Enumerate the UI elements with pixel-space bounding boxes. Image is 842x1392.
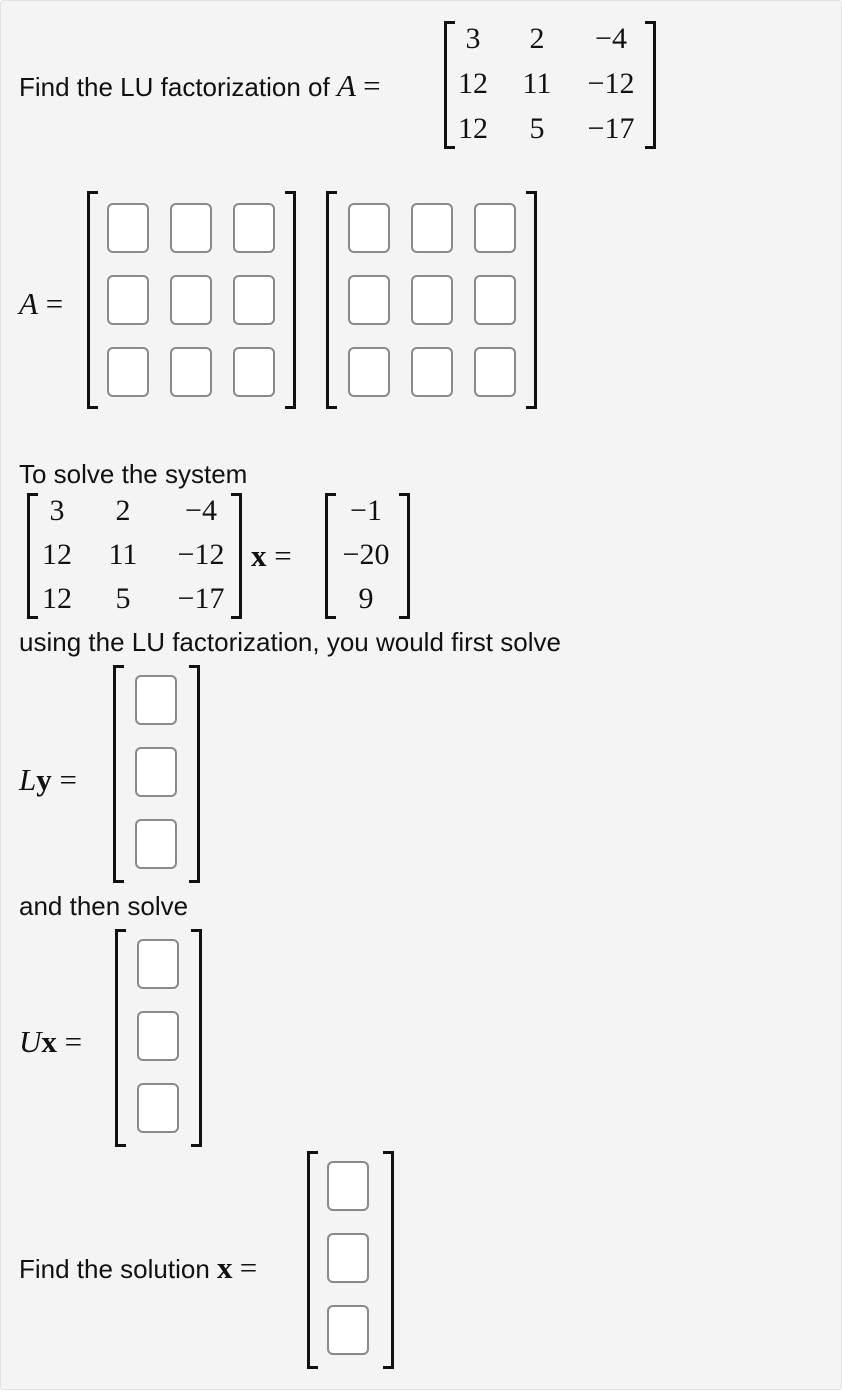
u-entry-1-3[interactable] bbox=[474, 203, 516, 253]
u-entry-2-2[interactable] bbox=[411, 275, 453, 325]
matrix-cell: 12 bbox=[42, 582, 72, 615]
bracket-left bbox=[113, 665, 124, 883]
ux-vector bbox=[115, 929, 205, 1149]
y-entry-1[interactable] bbox=[135, 675, 177, 725]
x-entry-3[interactable] bbox=[327, 1305, 369, 1355]
bracket-left bbox=[115, 929, 126, 1147]
ly-equals: = bbox=[59, 762, 77, 797]
y-entry-2[interactable] bbox=[135, 747, 177, 797]
system-equals: = bbox=[274, 538, 292, 573]
solution-text: Find the solution bbox=[19, 1254, 210, 1284]
x-entry-1[interactable] bbox=[327, 1161, 369, 1211]
u-entry-1-1[interactable] bbox=[348, 203, 390, 253]
u-entry-3-2[interactable] bbox=[411, 347, 453, 397]
vector-cell: −20 bbox=[342, 538, 390, 571]
u-matrix bbox=[326, 191, 540, 411]
system-x-equals bbox=[251, 539, 292, 573]
bracket-left bbox=[87, 191, 98, 409]
l-entry-1-3[interactable] bbox=[233, 203, 275, 253]
bracket-right bbox=[383, 1151, 394, 1369]
factor-var-a: A bbox=[19, 286, 38, 321]
matrix-cell: 3 bbox=[49, 494, 65, 527]
u-entry-3-3[interactable] bbox=[474, 347, 516, 397]
y-entry-3[interactable] bbox=[135, 819, 177, 869]
system-heading: To solve the system bbox=[19, 459, 248, 489]
intro-equals: = bbox=[363, 68, 381, 103]
intro-var-a: A bbox=[336, 68, 356, 103]
matrix-cell: 12 bbox=[458, 112, 488, 145]
bracket-right bbox=[189, 665, 200, 883]
matrix-cell: 12 bbox=[42, 538, 72, 571]
bracket-right bbox=[645, 21, 656, 149]
matrix-cell: 5 bbox=[529, 112, 545, 145]
solution-vector bbox=[307, 1151, 397, 1373]
ux-entry-2[interactable] bbox=[137, 1011, 179, 1061]
matrix-cell: 3 bbox=[465, 22, 481, 55]
bracket-right bbox=[285, 191, 296, 409]
ly-y: y bbox=[36, 762, 52, 797]
bracket-left bbox=[326, 191, 337, 409]
matrix-cell: 11 bbox=[108, 538, 138, 571]
solution-equals: = bbox=[239, 1250, 258, 1285]
ux-label bbox=[19, 1025, 82, 1059]
u-entry-3-1[interactable] bbox=[348, 347, 390, 397]
l-entry-1-1[interactable] bbox=[107, 203, 149, 253]
matrix-cell: −12 bbox=[587, 67, 635, 100]
l-entry-2-2[interactable] bbox=[170, 275, 212, 325]
solution-x: x bbox=[217, 1250, 233, 1285]
vector-cell: 9 bbox=[358, 582, 374, 615]
bracket-left bbox=[307, 1151, 318, 1369]
intro-text bbox=[19, 69, 381, 103]
system-x: x bbox=[251, 538, 267, 573]
system-after-text: using the LU factorization, you would first solve bbox=[19, 627, 561, 657]
intro-label: Find the LU factorization of bbox=[19, 72, 330, 102]
matrix-cell: −12 bbox=[177, 538, 225, 571]
ly-vector bbox=[113, 665, 203, 885]
u-entry-2-3[interactable] bbox=[474, 275, 516, 325]
then-text: and then solve bbox=[19, 891, 189, 921]
l-entry-2-1[interactable] bbox=[107, 275, 149, 325]
matrix-cell: 12 bbox=[458, 67, 488, 100]
matrix-cell: −17 bbox=[177, 582, 225, 615]
l-entry-2-3[interactable] bbox=[233, 275, 275, 325]
u-entry-1-2[interactable] bbox=[411, 203, 453, 253]
bracket-right bbox=[191, 929, 202, 1147]
system-rhs-vector bbox=[323, 491, 413, 621]
ly-l: L bbox=[19, 762, 37, 797]
matrix-cell: −17 bbox=[587, 112, 635, 145]
l-entry-3-3[interactable] bbox=[233, 347, 275, 397]
l-entry-3-1[interactable] bbox=[107, 347, 149, 397]
matrix-cell: 5 bbox=[115, 582, 131, 615]
matrix-cell: 11 bbox=[522, 67, 552, 100]
bracket-right bbox=[526, 191, 537, 409]
matrix-cell: −4 bbox=[595, 22, 627, 55]
factor-equals: = bbox=[45, 286, 64, 321]
l-entry-3-2[interactable] bbox=[170, 347, 212, 397]
bracket-right bbox=[399, 493, 410, 619]
ux-entry-1[interactable] bbox=[137, 939, 179, 989]
u-entry-2-1[interactable] bbox=[348, 275, 390, 325]
x-entry-2[interactable] bbox=[327, 1233, 369, 1283]
system-matrix bbox=[25, 491, 245, 621]
intro-matrix bbox=[441, 19, 661, 149]
ux-x: x bbox=[41, 1024, 57, 1059]
matrix-cell: −4 bbox=[185, 494, 217, 527]
l-entry-1-2[interactable] bbox=[170, 203, 212, 253]
ux-u: U bbox=[19, 1024, 42, 1059]
factor-label bbox=[19, 287, 63, 321]
ly-label bbox=[19, 763, 77, 797]
ux-entry-3[interactable] bbox=[137, 1083, 179, 1133]
vector-cell: −1 bbox=[350, 494, 382, 527]
ux-equals: = bbox=[64, 1024, 83, 1059]
matrix-cell: 2 bbox=[529, 22, 545, 55]
solution-label bbox=[19, 1251, 257, 1285]
l-matrix bbox=[87, 191, 299, 411]
matrix-cell: 2 bbox=[115, 494, 131, 527]
